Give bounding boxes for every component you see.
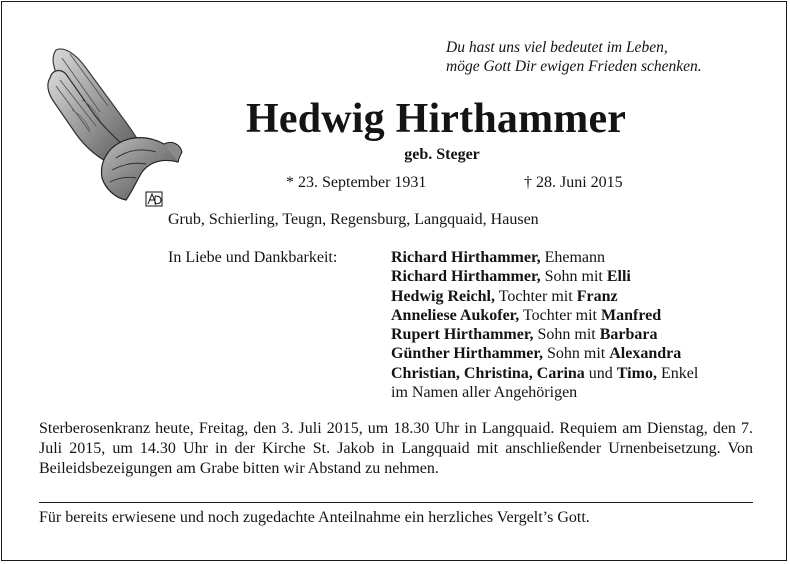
mourner-relation: im Namen aller Angehörigen bbox=[391, 384, 578, 402]
memorial-quote bbox=[446, 38, 766, 76]
mourner-row bbox=[391, 344, 771, 363]
mourner-name: Elli bbox=[606, 268, 631, 286]
mourner-name: Christian, Christina, Carina bbox=[391, 364, 585, 382]
birth-date: * 23. September 1931 bbox=[286, 174, 427, 191]
mourner-name: Alexandra bbox=[609, 345, 682, 363]
mourners-intro: In Liebe und Dankbarkeit: bbox=[168, 249, 338, 266]
mourner-row bbox=[391, 383, 771, 402]
mourner-relation: Sohn mit bbox=[533, 326, 600, 344]
quote-line: Du hast uns viel bedeutet im Leben, bbox=[446, 39, 668, 56]
mourners-list bbox=[391, 248, 771, 402]
mourner-name: Timo, bbox=[616, 364, 657, 382]
mourner-row bbox=[391, 287, 771, 306]
divider bbox=[39, 502, 753, 503]
mourner-relation: Tochter mit bbox=[495, 287, 577, 305]
mourner-name: Barbara bbox=[599, 326, 658, 344]
mourner-name: Günther Hirthammer, bbox=[391, 345, 543, 363]
deceased-name: Hedwig Hirthammer bbox=[246, 96, 627, 142]
mourner-name: Richard Hirthammer, bbox=[391, 249, 541, 266]
mourner-name: Manfred bbox=[601, 306, 662, 324]
mourner-name: Hedwig Reichl, bbox=[391, 287, 495, 305]
quote-line: möge Gott Dir ewigen Frieden schenken. bbox=[446, 58, 702, 75]
mourner-name: Anneliese Aukofer, bbox=[391, 306, 520, 324]
mourner-row bbox=[391, 306, 771, 325]
mourner-row bbox=[391, 248, 771, 267]
service-details: Sterberosenkranz heute, Freitag, den 3. Juli 2015, um 18.30 Uhr in Langquaid. Requiem am Dienstag, den 7. Juli 2015, um 14.30 Uhr in der Kirche St. Jakob in Langquaid mit anschließender Urnenbeisetzung. Von Beileidsbezeigungen am Grabe bitten wir Abstand zu nehmen. bbox=[39, 420, 753, 477]
mourner-row bbox=[391, 325, 771, 344]
mourner-name: Franz bbox=[576, 287, 618, 305]
places-list: Grub, Schierling, Teugn, Regensburg, Langquaid, Hausen bbox=[168, 211, 539, 228]
mourner-row bbox=[391, 267, 771, 286]
mourner-name: Rupert Hirthammer, bbox=[391, 326, 534, 344]
mourner-relation: Enkel bbox=[656, 364, 699, 382]
thanks-line: Für bereits erwiesene und noch zugedachte Anteilnahme ein herzliches Vergelt’s Gott. bbox=[39, 509, 590, 526]
mourner-row bbox=[391, 364, 771, 383]
maiden-name: geb. Steger bbox=[404, 146, 480, 163]
monogram-icon bbox=[146, 192, 162, 206]
mourner-relation: und bbox=[584, 364, 617, 382]
mourner-relation: Sohn mit bbox=[540, 268, 607, 286]
obituary-card bbox=[1, 1, 787, 561]
praying-hands-icon bbox=[42, 40, 184, 216]
mourner-name: Richard Hirthammer, bbox=[391, 268, 541, 286]
mourner-relation: Ehemann bbox=[540, 249, 606, 266]
mourner-relation: Tochter mit bbox=[519, 306, 601, 324]
death-date: † 28. Juni 2015 bbox=[524, 174, 623, 191]
mourner-relation: Sohn mit bbox=[543, 345, 610, 363]
